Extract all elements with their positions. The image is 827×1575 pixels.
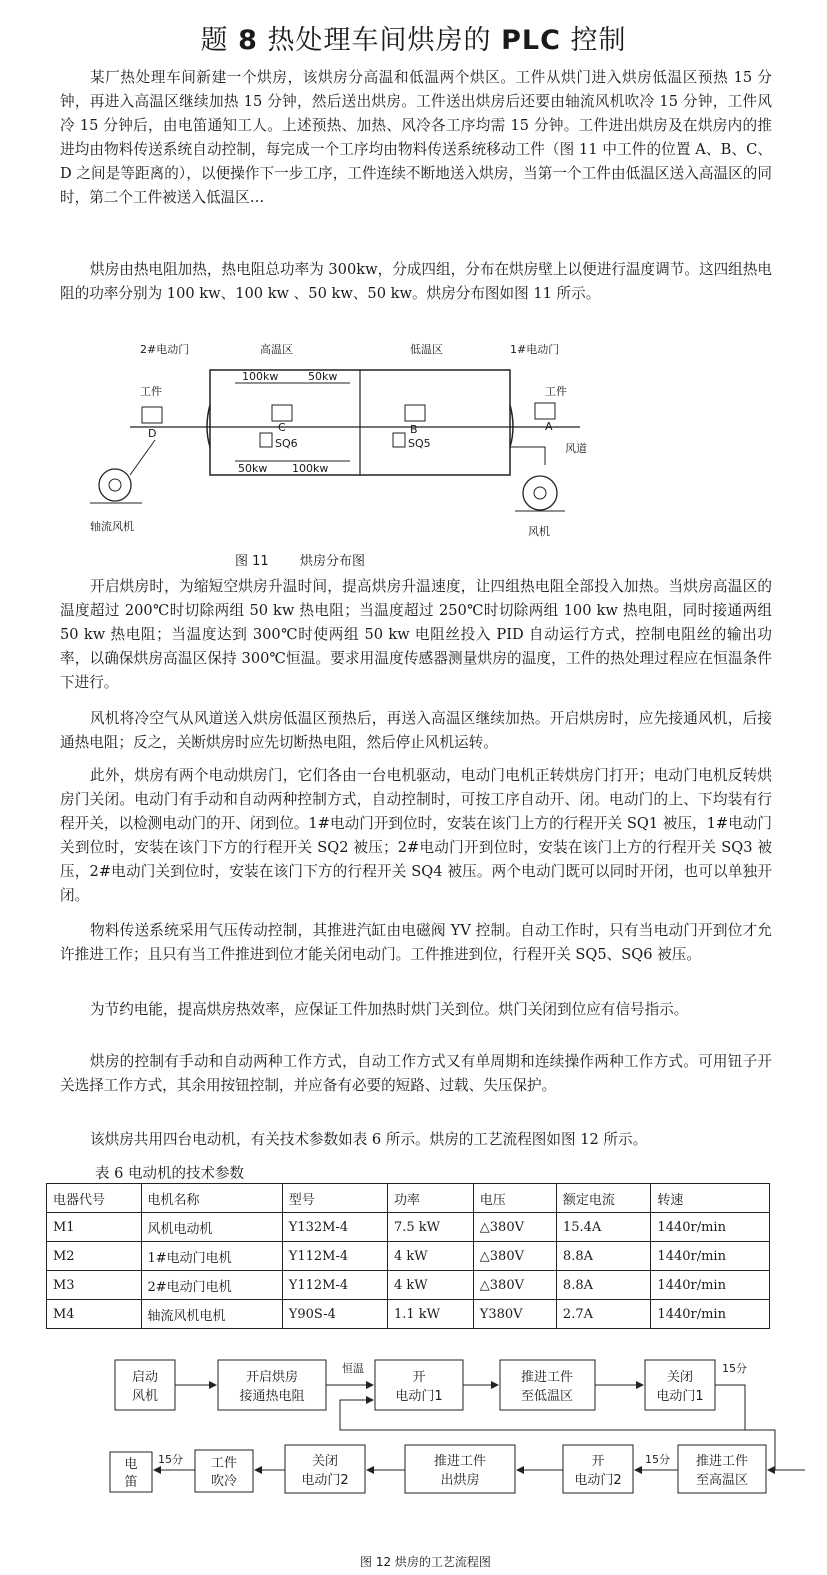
flow-box-push-out [405,1445,515,1493]
label-door2: 2#电动门 [140,343,190,356]
label-high-zone: 高温区 [260,343,293,356]
table-cell: M3 [47,1271,142,1300]
title-number: 8 [238,25,258,56]
label-pos-a: A [545,420,553,433]
table-cell: △380V [473,1242,556,1271]
flow-box-line2: 电动门1 [395,1389,443,1404]
table-cell: △380V [473,1271,556,1300]
page-title [0,18,827,57]
flow-box-line1: 推进工件 [695,1454,749,1469]
motor-spec-table [46,1183,770,1329]
workpiece-a [535,403,555,419]
flow-box-line2: 吹冷 [210,1474,238,1489]
title-suffix: 控制 [570,25,627,56]
table-row [47,1271,770,1300]
label-100kw-top: 100kw [242,370,279,383]
table-cell: 1440r/min [651,1242,770,1271]
title-prefix: 题 [200,25,229,56]
flow-box-line1: 关闭 [666,1370,694,1385]
flow-box-cool-workpiece [195,1450,253,1492]
label-15min-c: 15分 [158,1453,183,1466]
flow-box-start-fan [115,1360,175,1410]
paragraph-modes: 烘房的控制有手动和自动两种工作方式，自动工作方式又有单周期和连续操作两种工作方式。可用钮子开关选择工作方式，其余用按钮控制，并应备有必要的短路、过载、失压保护。 [60,1053,772,1094]
flow-box-line1: 推进工件 [520,1370,574,1385]
label-workpiece-right: 工件 [545,385,567,398]
process-flowchart [0,1340,827,1575]
flow-box-line1: 开 [591,1454,605,1469]
label-constant-temp: 恒温 [342,1362,364,1375]
workpiece-c [272,405,292,421]
flow-box-line1: 开 [412,1370,426,1385]
paragraph-conveyor: 物料传送系统采用气压传动控制，其推进汽缸由电磁阀 YV 控制。自动工作时，只有当电动门开到位才允许推进工作；且只有当工件推进到位才能关闭电动门。工件推进到位，行程开关 SQ5、SQ6 被压。 [60,922,772,963]
table-cell: Y132M-4 [282,1213,387,1242]
paragraph-heating: 烘房由热电阻加热，热电阻总功率为 300kw，分成四组，分布在烘房壁上以便进行温度调节。这四组热电阻的功率分别为 100 kw、100 kw 、50 kw、50 kw。烘房分布图如图 11 所示。 [60,261,772,302]
table-cell: 轴流风机电机 [141,1300,282,1329]
flow-box-line1: 关闭 [311,1454,339,1469]
sensor-sq6 [260,433,272,447]
table-cell: Y112M-4 [282,1242,387,1271]
table-cell: 4 kW [387,1242,473,1271]
flow-box-push-low-zone [500,1360,595,1410]
label-low-zone: 低温区 [410,343,443,356]
flow-box-line2: 至高温区 [695,1473,749,1488]
flow-box-siren [110,1452,152,1492]
table-cell: Y380V [473,1300,556,1329]
label-50kw-top: 50kw [308,370,338,383]
workpiece-left [142,407,162,423]
flow-box-line2: 笛 [124,1475,138,1490]
flow-box-line2: 电动门1 [656,1389,704,1404]
table-cell: 1440r/min [651,1213,770,1242]
table-cell: 风机电动机 [141,1213,282,1242]
table-cell: △380V [473,1213,556,1242]
flow-box-open-door1 [375,1360,463,1410]
flow-box-line2: 风机 [131,1389,159,1404]
paragraph-startup: 开启烘房时，为缩短空烘房升温时间，提高烘房升温速度，让四组热电阻全部投入加热。当烘房高温区的温度超过 200℃时切除两组 50 kw 热电阻；当温度超过 250℃时切除两组 100 kw 热电阻，同时接通两组 50 kw 热电阻；当温度达到 300℃时使两组 50 kw 电阻丝投入 PID 自动运行方式，控制电阻丝的输出功率，以确保烘房高温区保持 300℃恒温。要求用温度传感器测量烘房的温度，工件的热处理过程应在恒温条件下进行。 [60,578,772,691]
figure11-caption-text: 烘房分布图 [300,554,366,569]
table-cell: M2 [47,1242,142,1271]
flow-box-line2: 电动门2 [301,1473,349,1488]
title-text: 热处理车间烘房的 [267,25,492,56]
axial-fan-hub [109,479,121,491]
flow-box-line1: 开启烘房 [245,1370,299,1385]
axial-fan-icon [99,469,131,501]
label-sq6: SQ6 [275,437,298,450]
label-15min-b: 15分 [645,1453,670,1466]
table-cell: 8.8A [556,1271,651,1300]
table-cell: 8.8A [556,1242,651,1271]
table-cell: Y112M-4 [282,1271,387,1300]
paragraph-energy: 为节约电能，提高烘房热效率，应保证工件加热时烘门关到位。烘门关闭到位应有信号指示。 [90,1001,689,1018]
workpiece-b [405,405,425,421]
label-pos-b: B [410,423,418,436]
table-cell: 1#电动门电机 [141,1242,282,1271]
flow-connector [745,1430,775,1470]
table-cell: 4 kW [387,1271,473,1300]
table-header-cell: 型号 [282,1184,387,1213]
flow-box-close-door1 [645,1360,715,1410]
table-row [47,1242,770,1271]
table-header-cell: 功率 [387,1184,473,1213]
table-cell: M1 [47,1213,142,1242]
paragraph-intro: 某厂热处理车间新建一个烘房，该烘房分高温和低温两个烘区。工件从烘门进入烘房低温区预热 15 分钟，再进入高温区继续加热 15 分钟，然后送出烘房。工件送出烘房后还要由轴流风机吹冷 15 分钟，工件风冷 15 分钟后，由电笛通知工人。上述预热、加热、风冷各工序均需 15 分钟。工件进出烘房及在烘房内的推进均由物料传送系统自动控制，每完成一个工序均由物料传送系统移动工件（图 11 中工件的位置 A、B、C、D 之间是等距离的），以便操作下一步工序，工件连续不断地送入烘房，当第一个工件由低温区送入高温区的同时，第二个工件被送入低温区… [60,69,772,206]
table-header-row [47,1184,770,1213]
label-pos-d: D [148,427,157,440]
flow-box-line2: 至低温区 [520,1389,574,1404]
table-header-cell: 转速 [651,1184,770,1213]
paragraph-fan: 风机将冷空气从风道送入烘房低温区预热后，再送入高温区继续加热。开启烘房时，应先接通风机，后接通热电阻；反之，关断烘房时应先切断热电阻，然后停止风机运转。 [60,710,772,751]
label-pos-c: C [278,421,286,434]
sensor-sq5 [393,433,405,447]
label-duct: 风道 [565,442,587,455]
label-100kw-bottom: 100kw [292,462,329,475]
title-latin: PLC [501,25,561,56]
table-header-cell: 电机名称 [141,1184,282,1213]
label-15min-a: 15分 [722,1362,747,1375]
paragraph-motors: 该烘房共用四台电动机，有关技术参数如表 6 所示。烘房的工艺流程图如图 12 所示。 [90,1131,648,1148]
table-cell: 1.1 kW [387,1300,473,1329]
table-cell: 2#电动门电机 [141,1271,282,1300]
flow-box-line1: 电 [124,1457,138,1472]
table-header-cell: 电压 [473,1184,556,1213]
flow-box-line1: 启动 [131,1370,159,1385]
flow-box-line2: 接通热电阻 [239,1389,305,1404]
flow-box-line2: 电动门2 [574,1473,622,1488]
table-cell: 1440r/min [651,1300,770,1329]
table-row [47,1300,770,1329]
label-50kw-bottom: 50kw [238,462,268,475]
flow-box-line1: 工件 [210,1456,238,1471]
table-header-cell: 额定电流 [556,1184,651,1213]
fan-hub [534,487,546,499]
axial-fan-arrow [130,440,155,475]
table-cell: 2.7A [556,1300,651,1329]
table-cell: Y90S-4 [282,1300,387,1329]
figure12-caption: 图 12 烘房的工艺流程图 [360,1555,491,1569]
flow-box-open-oven [218,1360,326,1410]
paragraph-doors: 此外，烘房有两个电动烘房门，它们各由一台电机驱动，电动门电机正转烘房门打开；电动门电机反转烘房门关闭。电动门有手动和自动两种控制方式，自动控制时，可按工序自动开、闭。电动门的上、下均装有行程开关，以检测电动门的开、闭到位。1#电动门开到位时，安装在该门上方的行程开关 SQ1 被压，1#电动门关到位时，安装在该门下方的行程开关 SQ2 被压；2#电动门开到位时，安装在该门上方的行程开关 SQ3 被压，2#电动门关到位时，安装在该门下方的行程开关 SQ4 被压。两个电动门既可以同时开闭，也可以单独开闭。 [60,767,772,904]
flow-box-push-high-zone [678,1445,766,1493]
figure11-caption-num: 图 11 [235,554,269,569]
label-sq5: SQ5 [408,437,431,450]
table-header-cell: 电器代号 [47,1184,142,1213]
oven-layout-diagram [60,335,772,575]
flow-box-line1: 推进工件 [433,1454,487,1469]
table-cell: 15.4A [556,1213,651,1242]
table-row [47,1213,770,1242]
table6-title: 表 6 电动机的技术参数 [95,1166,244,1182]
flow-box-close-door2 [285,1445,365,1493]
table-cell: 1440r/min [651,1271,770,1300]
duct-path [510,447,545,465]
table-cell: M4 [47,1300,142,1329]
flow-box-open-door2 [563,1445,633,1493]
label-axial-fan: 轴流风机 [90,520,134,533]
label-workpiece-left: 工件 [140,385,162,398]
label-fan: 风机 [528,525,550,538]
flow-box-line2: 出烘房 [440,1473,480,1488]
label-door1: 1#电动门 [510,343,560,356]
fan-icon [523,476,557,510]
table-cell: 7.5 kW [387,1213,473,1242]
